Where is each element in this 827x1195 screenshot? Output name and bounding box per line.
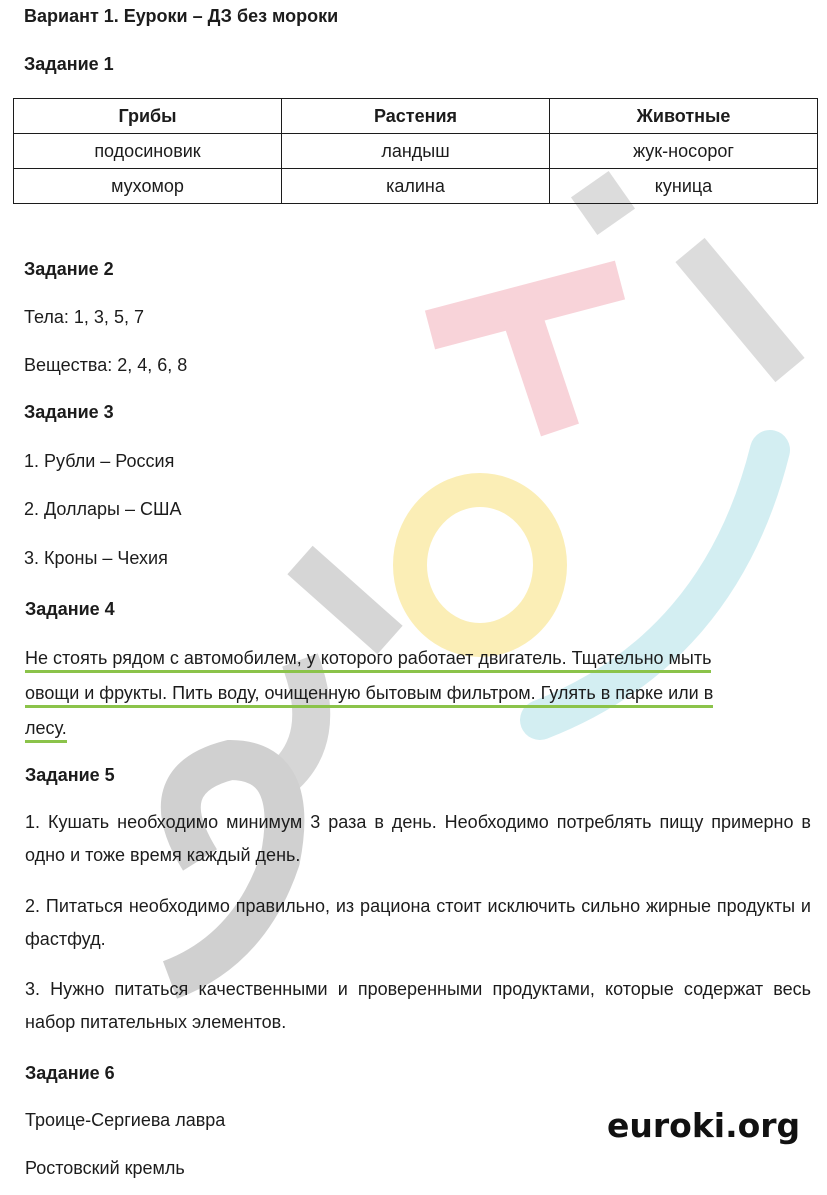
task5-paragraph: 3. Нужно питаться качественными и проверенными продуктами, которые содержат весь набор питательных элементов. [25,979,811,1032]
task3-line: 2. Доллары – США [24,499,182,519]
table-row [14,169,818,204]
table-header-cell: Животные [550,99,818,134]
task4-heading: Задание 4 [25,599,115,619]
task2-heading: Задание 2 [24,259,114,279]
table-header-cell: Грибы [14,99,282,134]
task4-highlighted-line: лесу. [25,717,67,743]
table-cell: жук-носорог [550,134,818,169]
table-header-row [14,99,818,134]
task6-line: Троице-Сергиева лавра [25,1110,226,1130]
table-cell: мухомор [14,169,282,204]
table-cell: куница [550,169,818,204]
task3-line: 3. Кроны – Чехия [24,548,168,568]
task5-heading: Задание 5 [25,765,115,785]
task6-line: Ростовский кремль [25,1158,185,1178]
table-header-cell: Растения [282,99,550,134]
task3-line: 1. Рубли – Россия [24,451,175,471]
task2-line: Тела: 1, 3, 5, 7 [24,307,144,327]
task4-highlighted-line: овощи и фрукты. Пить воду, очищенную бытовым фильтром. Гулять в парке или в [25,682,713,708]
classification-table [13,98,818,204]
table-row [14,134,818,169]
page-title: Вариант 1. Еуроки – ДЗ без мороки [24,6,339,26]
task1-heading: Задание 1 [24,54,114,74]
table-cell: ландыш [282,134,550,169]
task5-paragraph: 1. Кушать необходимо минимум 3 раза в день. Необходимо потреблять пищу примерно в одно и тоже время каждый день. [25,812,811,865]
euroki-logo: euroki.org [607,1106,801,1145]
table-cell: подосиновик [14,134,282,169]
table-cell: калина [282,169,550,204]
task6-heading: Задание 6 [25,1063,115,1083]
task2-line: Вещества: 2, 4, 6, 8 [24,355,188,375]
task5-paragraph: 2. Питаться необходимо правильно, из рациона стоит исключить сильно жирные продукты и фастфуд. [25,896,811,949]
task3-heading: Задание 3 [24,402,114,422]
task4-highlighted-line: Не стоять рядом с автомобилем, у которого работает двигатель. Тщательно мыть [25,647,711,673]
